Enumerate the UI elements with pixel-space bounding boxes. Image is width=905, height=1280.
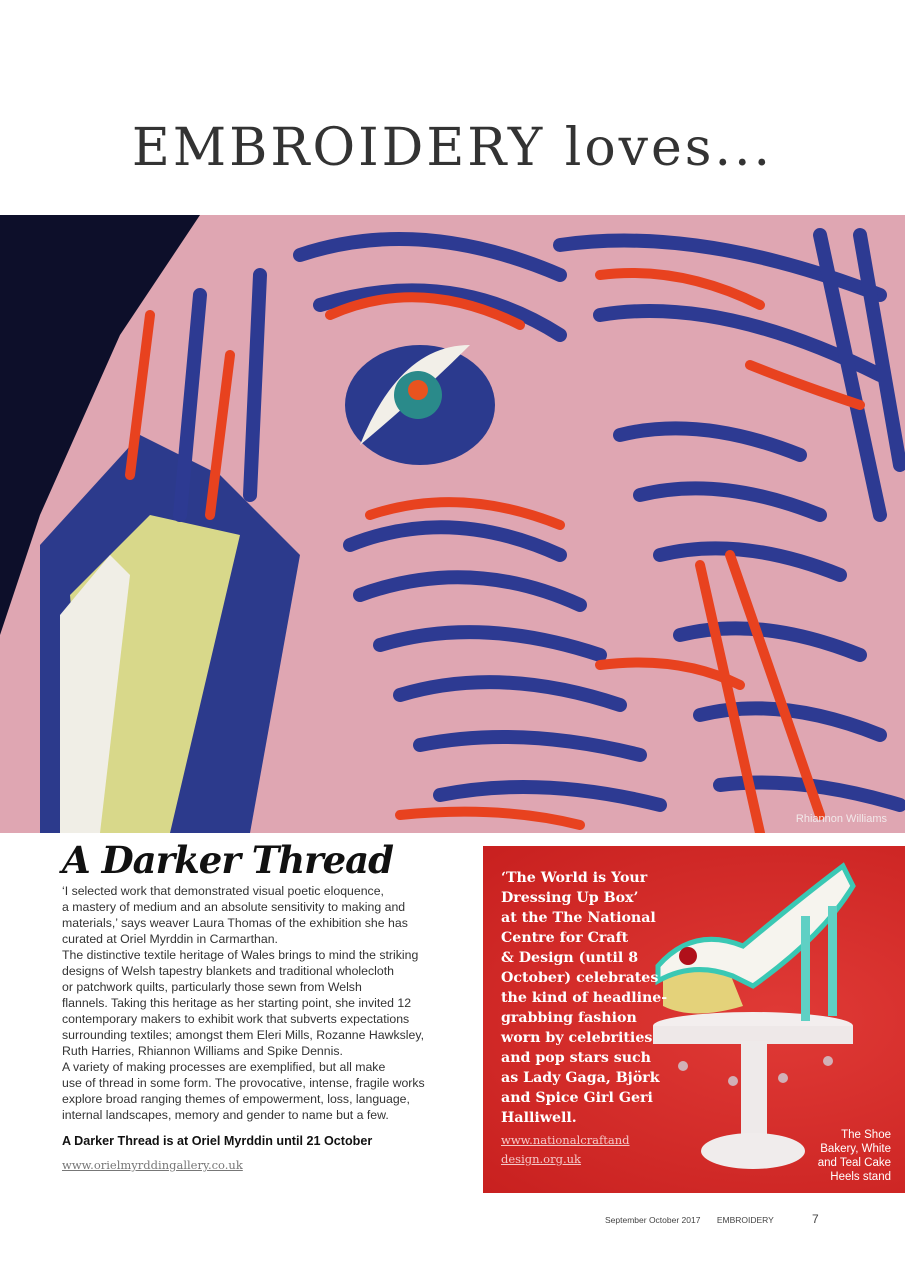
caption-line: Bakery, White: [820, 1143, 891, 1155]
link-line[interactable]: design.org.uk: [501, 1152, 581, 1166]
sidebar-line: and Spice Girl Geri: [501, 1090, 653, 1106]
sidebar-line: the kind of headline-: [501, 990, 668, 1006]
body-line: materials,’ says weaver Laura Thomas of the exhibition she has: [62, 916, 408, 930]
sidebar-line: October) celebrates: [501, 970, 659, 986]
craft-centre-link[interactable]: [501, 1131, 630, 1169]
article-body: [62, 883, 482, 1123]
issue-date: September October 2017: [605, 1215, 701, 1225]
body-line: The distinctive textile heritage of Wales brings to mind the striking: [62, 948, 419, 962]
body-line: internal landscapes, memory and gender to name but a few.: [62, 1108, 389, 1122]
sidebar-line: Centre for Craft: [501, 930, 629, 946]
body-line: ‘I selected work that demonstrated visual poetic eloquence,: [62, 884, 384, 898]
page-number: 7: [812, 1212, 819, 1226]
caption-line: The Shoe: [841, 1129, 891, 1141]
caption-line: Heels stand: [830, 1171, 891, 1183]
caption-line: and Teal Cake: [817, 1157, 891, 1169]
image-caption: [818, 1128, 891, 1184]
sidebar-line: Dressing Up Box’: [501, 890, 639, 906]
article-title: A Darker Thread: [62, 838, 394, 882]
sidebar-line: at the The National: [501, 910, 656, 926]
page-header-title: EMBROIDERY loves...: [131, 118, 774, 178]
sidebar-line: Halliwell.: [501, 1110, 577, 1126]
magazine-name: EMBROIDERY: [716, 1215, 774, 1225]
body-line: Ruth Harries, Rhiannon Williams and Spike Dennis.: [62, 1044, 343, 1058]
sidebar-line: worn by celebrities: [501, 1030, 653, 1046]
body-line: flannels. Taking this heritage as her starting point, she invited 12: [62, 996, 412, 1010]
sidebar-line: as Lady Gaga, Björk: [501, 1070, 660, 1086]
sidebar-line: and pop stars such: [501, 1050, 652, 1066]
page-footer: [605, 1215, 788, 1225]
body-line: surrounding textiles; amongst them Eleri Mills, Rozanne Hawksley,: [62, 1028, 424, 1042]
body-line: or patchwork quilts, particularly those sewn from Welsh: [62, 980, 362, 994]
body-line: explore broad ranging themes of empowerment, loss, language,: [62, 1092, 410, 1106]
gallery-link[interactable]: www.orielmyrddingallery.co.uk: [62, 1158, 243, 1172]
link-line[interactable]: www.nationalcraftand: [501, 1133, 630, 1147]
sidebar-line: ‘The World is Your: [501, 870, 648, 886]
body-line: use of thread in some form. The provocative, intense, fragile works: [62, 1076, 425, 1090]
body-line: contemporary makers to exhibit work that subverts expectations: [62, 1012, 410, 1026]
sidebar-line: & Design (until 8: [501, 950, 639, 966]
body-line: designs of Welsh tapestry blankets and traditional wholecloth: [62, 964, 394, 978]
venue-note: A Darker Thread is at Oriel Myrddin until 21 October: [62, 1134, 373, 1148]
body-line: curated at Oriel Myrddin in Carmarthan.: [62, 932, 278, 946]
sidebar-feature: [483, 846, 905, 1193]
body-line: a mastery of medium and an absolute sensitivity to making and: [62, 900, 406, 914]
sidebar-line: grabbing fashion: [501, 1010, 637, 1026]
embroidery-image: [0, 215, 905, 833]
body-line: A variety of making processes are exemplified, but all make: [62, 1060, 386, 1074]
embroidery-photo: [0, 215, 905, 833]
sidebar-text: [501, 868, 667, 1128]
photo-credit: Rhiannon Williams: [795, 813, 887, 825]
